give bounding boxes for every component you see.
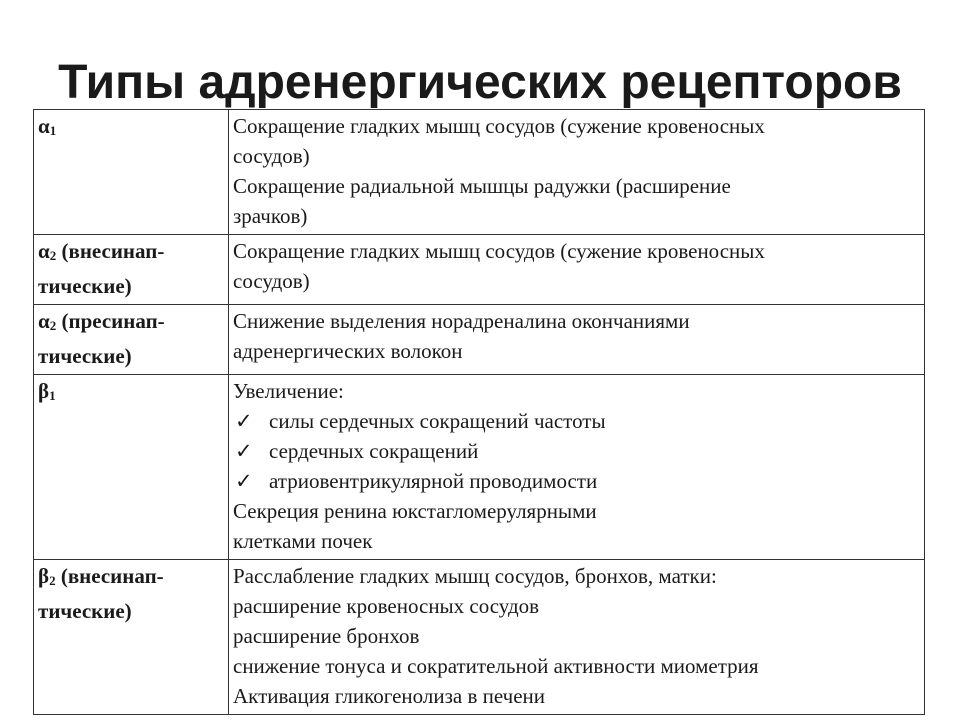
table-row	[34, 110, 925, 235]
page-title: Типы адренергических рецепторов	[58, 56, 902, 110]
effect-line: расширение кровеносных сосудов	[233, 594, 540, 618]
receptor-qualifier-cont: тические)	[38, 344, 132, 368]
effect-line: зрачков)	[233, 204, 308, 228]
receptor-qualifier-cont: тические)	[38, 274, 132, 298]
effect-line: клетками почек	[233, 529, 373, 553]
receptor-qualifier-cont: тические)	[38, 599, 132, 623]
table-row	[34, 375, 925, 560]
receptor-effects-cell	[229, 305, 925, 375]
effect-line: Сокращение гладких мышц сосудов (сужение кровеносных	[233, 114, 765, 138]
checklist-text: силы сердечных сокращений частоты	[269, 409, 606, 433]
checkmark-icon: ✓	[235, 409, 253, 433]
effect-line: Сокращение радиальной мышцы радужки (расширение	[233, 174, 731, 198]
table-row	[34, 235, 925, 305]
checklist-text: сердечных сокращений	[269, 439, 479, 463]
checkmark-icon: ✓	[235, 439, 253, 463]
receptor-qualifier: (внесинап-	[55, 564, 164, 588]
receptor-qualifier: (внесинап-	[56, 239, 165, 263]
table-row	[34, 305, 925, 375]
receptor-type-cell	[34, 560, 229, 715]
receptor-symbol: β	[38, 564, 50, 588]
effect-line: адренергических волокон	[233, 339, 463, 363]
receptor-subscript: 1	[49, 123, 57, 138]
effect-line: Сокращение гладких мышц сосудов (сужение кровеносных	[233, 239, 765, 263]
receptor-qualifier: (пресинап-	[56, 309, 165, 333]
checkmark-icon: ✓	[235, 469, 253, 493]
checklist-item	[233, 436, 920, 466]
effect-line: снижение тонуса и сократительной активности миометрия	[233, 654, 759, 678]
receptor-symbol: α	[38, 239, 50, 263]
effect-line: Увеличение:	[233, 379, 344, 403]
checklist-item	[233, 406, 920, 436]
receptor-type-cell	[34, 110, 229, 235]
receptor-table	[33, 109, 925, 715]
receptor-effects-cell	[229, 110, 925, 235]
effect-line: Снижение выделения норадреналина окончаниями	[233, 309, 690, 333]
receptor-subscript: 2	[49, 573, 56, 588]
effect-line: сосудов)	[233, 269, 310, 293]
receptor-effects-cell	[229, 235, 925, 305]
receptor-type-cell	[34, 375, 229, 560]
receptor-effects-cell	[229, 560, 925, 715]
effect-line: Секреция ренина юкстагломерулярными	[233, 499, 597, 523]
table-row	[34, 560, 925, 715]
receptor-symbol: α	[38, 309, 50, 333]
effect-line: сосудов)	[233, 144, 310, 168]
receptor-type-cell	[34, 235, 229, 305]
receptor-subscript: 2	[49, 318, 57, 333]
receptor-symbol: α	[38, 114, 50, 138]
effect-line: Активация гликогенолиза в печени	[233, 684, 546, 708]
receptor-effects-cell	[229, 375, 925, 560]
checklist-item	[233, 466, 920, 496]
receptor-subscript: 1	[49, 388, 56, 403]
receptor-subscript: 2	[49, 248, 57, 263]
receptor-symbol: β	[38, 379, 50, 403]
receptor-type-cell	[34, 305, 229, 375]
checklist-text: атриовентрикулярной проводимости	[269, 469, 598, 493]
effect-line: Расслабление гладких мышц сосудов, бронхов, матки:	[233, 564, 717, 588]
effect-line: расширение бронхов	[233, 624, 420, 648]
